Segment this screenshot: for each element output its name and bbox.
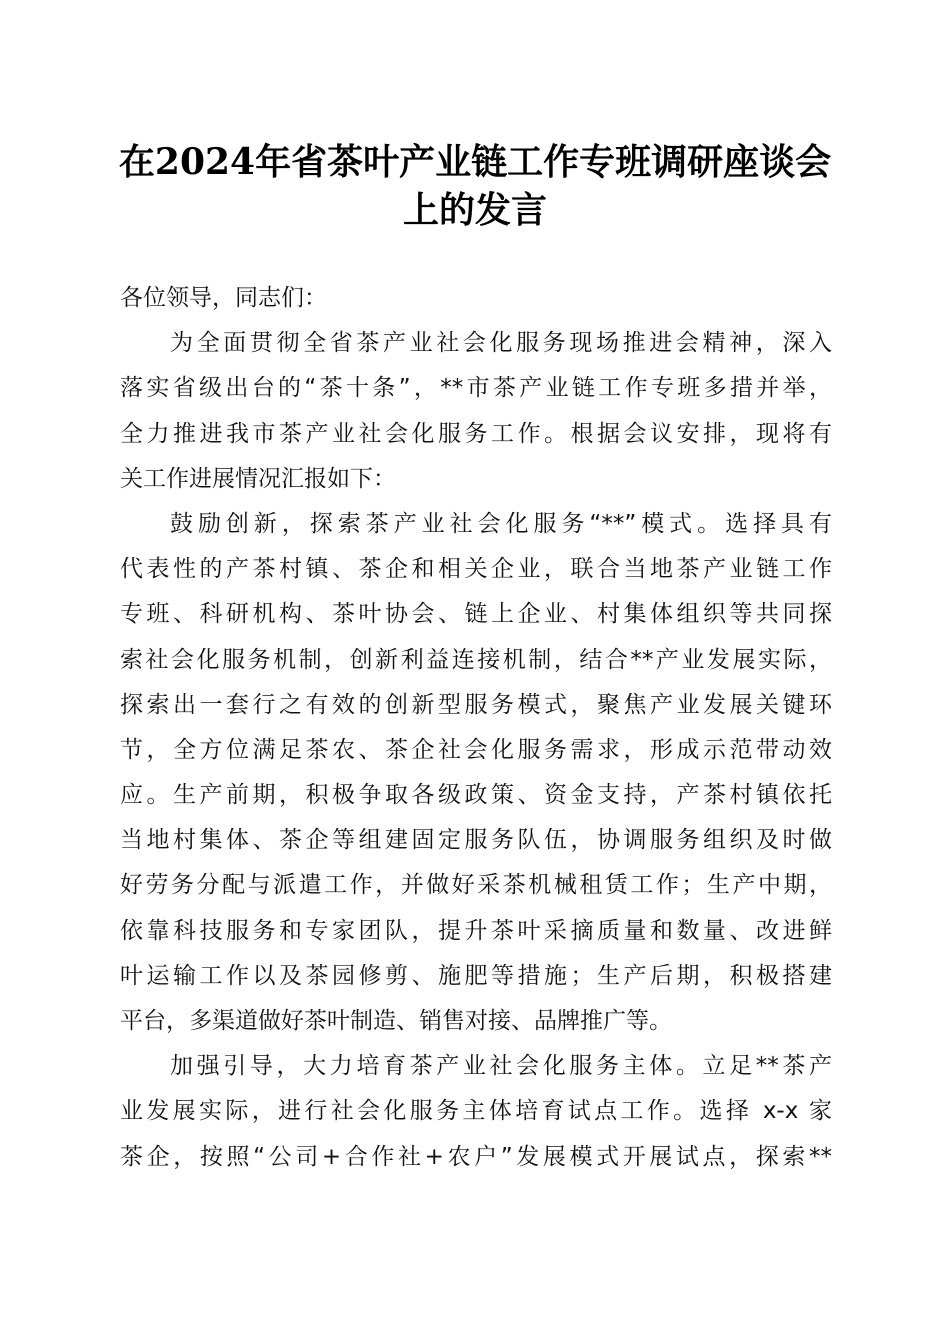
paragraph-line: 鼓励创新，探索茶产业社会化服务“**”模式。选择具有 [170,510,832,537]
paragraph-line: 索社会化服务机制，创新利益连接机制，结合**产业发展实际， [120,646,832,673]
title-line: 上的发言 [402,189,547,231]
paragraph-line: 当地村集体、茶企等组建固定服务队伍，协调服务组织及时做 [120,827,832,854]
paragraph-line: 专班、科研机构、茶叶协会、链上企业、村集体组织等共同探 [120,601,832,628]
paragraph-line: 探索出一套行之有效的创新型服务模式，聚焦产业发展关键环 [120,691,832,718]
paragraph-line: 依靠科技服务和专家团队，提升茶叶采摘质量和数量、改进鲜 [120,917,832,944]
paragraph-line: 应。生产前期，积极争取各级政策、资金支持，产茶村镇依托 [120,782,832,809]
paragraph-line: 叶运输工作以及茶园修剪、施肥等措施；生产后期，积极搭建 [120,962,832,989]
paragraph-line: 全力推进我市茶产业社会化服务工作。根据会议安排，现将有 [120,420,832,447]
document-title [110,138,840,234]
paragraph-line: 为全面贯彻全省茶产业社会化服务现场推进会精神，深入 [170,330,832,357]
paragraph-line: 代表性的产茶村镇、茶企和相关企业，联合当地茶产业链工作 [120,556,832,583]
paragraph-line: 平台，多渠道做好茶叶制造、销售对接、品牌推广等。 [120,1008,672,1034]
paragraph-line: 茶企，按照“公司+合作社+农户”发展模式开展试点，探索** [120,1143,832,1170]
paragraph-line: 业发展实际，进行社会化服务主体培育试点工作。选择 x-x 家 [120,1098,832,1125]
paragraph-line: 节，全方位满足茶农、茶企社会化服务需求，形成示范带动效 [120,736,832,763]
salutation: 各位领导，同志们： [120,285,327,311]
paragraph-line: 加强引导，大力培育茶产业社会化服务主体。立足**茶产 [170,1053,832,1080]
paragraph-line: 关工作进展情况汇报如下： [120,465,396,492]
paragraph-line: 落实省级出台的“茶十条”，**市茶产业链工作专班多措并举， [120,375,832,402]
document-body [120,276,832,1180]
title-line: 在2024年省茶叶产业链工作专班调研座谈会 [118,141,832,183]
paragraph-line: 好劳务分配与派遣工作，并做好采茶机械租赁工作；生产中期， [120,872,832,899]
